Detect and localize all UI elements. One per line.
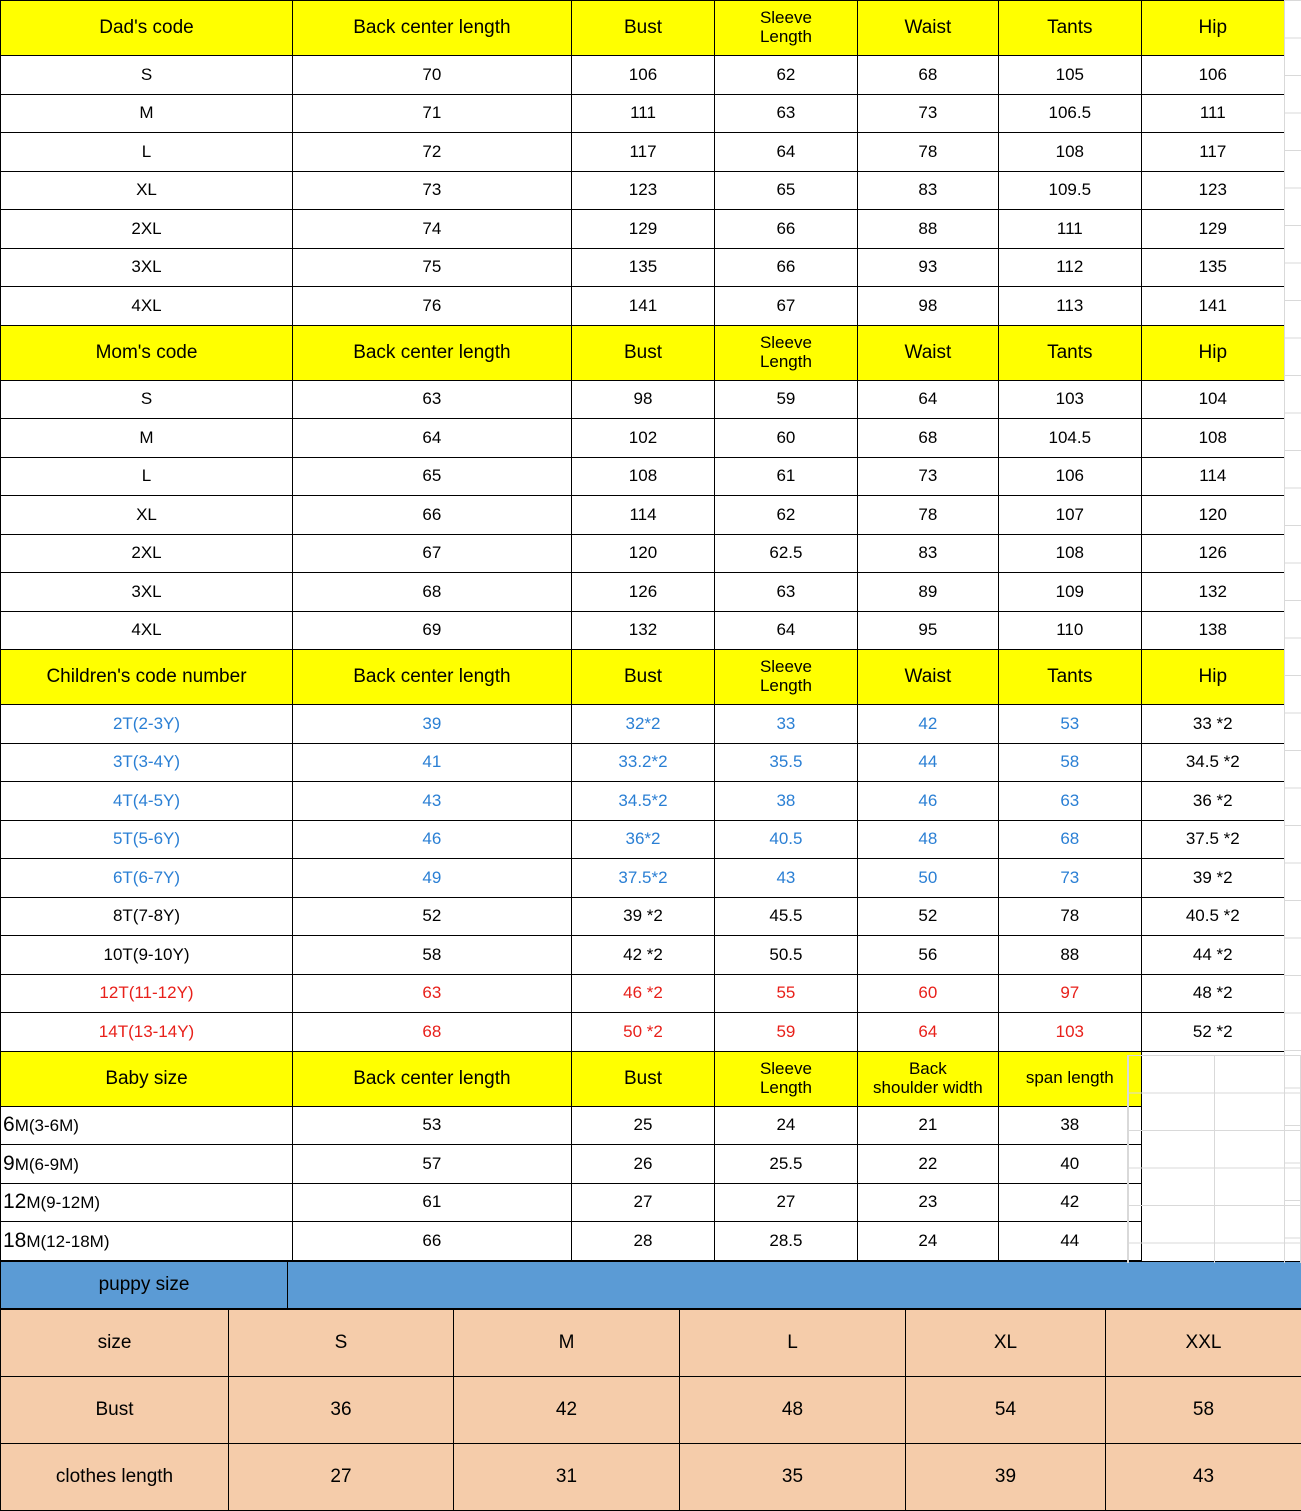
cell-value: 113 xyxy=(999,287,1141,326)
cell-value: 39 xyxy=(293,705,572,744)
cell-value: 138 xyxy=(1141,611,1284,650)
cell-value: 135 xyxy=(571,248,714,287)
cell-value: 53 xyxy=(999,705,1141,744)
cell-size: 3T(3-4Y) xyxy=(1,743,293,782)
cell-value: 106 xyxy=(571,56,714,95)
cell-value: 64 xyxy=(857,1013,998,1052)
cell-value: 52 xyxy=(857,897,998,936)
cell-value: 27 xyxy=(715,1183,857,1222)
cell-value: 111 xyxy=(999,210,1141,249)
cell-size: 4T(4-5Y) xyxy=(1,782,293,821)
cell-value: 108 xyxy=(1141,419,1284,458)
cell-value: 126 xyxy=(571,573,714,612)
cell-size: XL xyxy=(1,171,293,210)
header-row-baby xyxy=(1,1051,1285,1106)
cell-value: 112 xyxy=(999,248,1141,287)
table-row xyxy=(1,1013,1285,1052)
header-cell: Baby size xyxy=(1,1051,293,1106)
cell-value: 97 xyxy=(999,974,1141,1013)
cell-value: 26 xyxy=(571,1145,714,1184)
cell-value: 36 xyxy=(229,1376,454,1443)
table-row xyxy=(1,380,1285,419)
cell-value: 62.5 xyxy=(715,534,857,573)
cell-value: 106 xyxy=(999,457,1141,496)
puppy-title-filler xyxy=(288,1261,1301,1308)
cell-value: 40 xyxy=(999,1145,1141,1184)
cell-size: 4XL xyxy=(1,287,293,326)
table-row xyxy=(1,1376,1301,1443)
table-row xyxy=(1,248,1285,287)
cell-value: 67 xyxy=(715,287,857,326)
header-cell: Bust xyxy=(571,1051,714,1106)
cell-label: Bust xyxy=(1,1376,229,1443)
cell-size: 8T(7-8Y) xyxy=(1,897,293,936)
cell-value: 42 *2 xyxy=(571,936,714,975)
cell-value: 49 xyxy=(293,859,572,898)
table-row xyxy=(1,859,1285,898)
table-row xyxy=(1,94,1285,133)
cell-value: 108 xyxy=(999,534,1141,573)
header-cell: Bust xyxy=(571,650,714,705)
cell-value: 123 xyxy=(1141,171,1284,210)
cell-size: 3XL xyxy=(1,573,293,612)
header-cell: Sleeve Length xyxy=(715,1051,857,1106)
cell-value: 63 xyxy=(293,380,572,419)
table-row xyxy=(1,287,1285,326)
cell-value: 73 xyxy=(857,94,998,133)
cell-value: 42 xyxy=(454,1376,680,1443)
cell-value: 68 xyxy=(999,820,1141,859)
cell-label: clothes length xyxy=(1,1443,229,1510)
cell-value: 58 xyxy=(999,743,1141,782)
header-cell: Mom's code xyxy=(1,325,293,380)
header-cell: size xyxy=(1,1309,229,1376)
cell-value: 21 xyxy=(857,1106,998,1145)
cell-value: 78 xyxy=(857,133,998,172)
cell-value: 50 *2 xyxy=(571,1013,714,1052)
cell-value: 40.5 *2 xyxy=(1141,897,1284,936)
cell-value: 25 xyxy=(571,1106,714,1145)
header-cell: Waist xyxy=(857,1,998,56)
cell-value: 58 xyxy=(293,936,572,975)
cell-value: 83 xyxy=(857,171,998,210)
table-row xyxy=(1,210,1285,249)
cell-value: 102 xyxy=(571,419,714,458)
cell-value: 37.5 *2 xyxy=(1141,820,1284,859)
table-row xyxy=(1,1106,1285,1145)
cell-value: 70 xyxy=(293,56,572,95)
cell-value: 69 xyxy=(293,611,572,650)
header-row-dad xyxy=(1,1,1285,56)
cell-value: 117 xyxy=(1141,133,1284,172)
cell-value: 42 xyxy=(999,1183,1141,1222)
header-cell: Tants xyxy=(999,650,1141,705)
table-row xyxy=(1,897,1285,936)
cell-value: 58 xyxy=(1106,1376,1301,1443)
baby-size-number: 9 xyxy=(3,1152,15,1175)
header-cell: Waist xyxy=(857,325,998,380)
header-cell: L xyxy=(680,1309,906,1376)
cell-size: 10T(9-10Y) xyxy=(1,936,293,975)
table-row xyxy=(1,419,1285,458)
table-row xyxy=(1,56,1285,95)
cell-value: 111 xyxy=(571,94,714,133)
cell-value: 129 xyxy=(1141,210,1284,249)
cell-value: 56 xyxy=(857,936,998,975)
cell-value: 38 xyxy=(999,1106,1141,1145)
cell-value: 114 xyxy=(1141,457,1284,496)
cell-value: 33.2*2 xyxy=(571,743,714,782)
table-row xyxy=(1,133,1285,172)
cell-value: 62 xyxy=(715,56,857,95)
cell-value: 46 xyxy=(293,820,572,859)
cell-value: 52 xyxy=(293,897,572,936)
cell-value: 104.5 xyxy=(999,419,1141,458)
cell-value: 35.5 xyxy=(715,743,857,782)
cell-size: M xyxy=(1,419,293,458)
baby-size-number: 12 xyxy=(3,1190,26,1213)
cell-value: 129 xyxy=(571,210,714,249)
header-cell: Waist xyxy=(857,650,998,705)
cell-value: 37.5*2 xyxy=(571,859,714,898)
cell-size: 2XL xyxy=(1,534,293,573)
cell-value: 24 xyxy=(857,1222,998,1261)
cell-value: 141 xyxy=(571,287,714,326)
header-cell: Back center length xyxy=(293,1051,572,1106)
baby-size-label: M(9-12M) xyxy=(26,1193,100,1212)
cell-value: 65 xyxy=(293,457,572,496)
cell-value: 71 xyxy=(293,94,572,133)
cell-value: 73 xyxy=(293,171,572,210)
cell-value: 75 xyxy=(293,248,572,287)
header-cell: XL xyxy=(906,1309,1106,1376)
cell-value: 61 xyxy=(715,457,857,496)
cell-value: 123 xyxy=(571,171,714,210)
cell-value: 66 xyxy=(293,496,572,535)
cell-value: 63 xyxy=(715,94,857,133)
cell-value: 39 *2 xyxy=(1141,859,1284,898)
table-row xyxy=(1,1222,1285,1261)
cell-value: 34.5*2 xyxy=(571,782,714,821)
header-cell: Hip xyxy=(1141,325,1284,380)
cell-size: 12T(11-12Y) xyxy=(1,974,293,1013)
cell-size xyxy=(1,1106,293,1145)
cell-value: 22 xyxy=(857,1145,998,1184)
cell-value: 63 xyxy=(715,573,857,612)
table-row xyxy=(1,534,1285,573)
cell-value: 44 xyxy=(857,743,998,782)
puppy-header-row xyxy=(1,1309,1301,1376)
table-row xyxy=(1,782,1285,821)
cell-value: 74 xyxy=(293,210,572,249)
header-cell: S xyxy=(229,1309,454,1376)
baby-size-label: M(6-9M) xyxy=(15,1155,79,1174)
table-row xyxy=(1,611,1285,650)
cell-value: 105 xyxy=(999,56,1141,95)
cell-size: 4XL xyxy=(1,611,293,650)
cell-size: 5T(5-6Y) xyxy=(1,820,293,859)
header-cell: Tants xyxy=(999,325,1141,380)
empty-grid-block-right xyxy=(1127,1055,1301,1263)
cell-value: 108 xyxy=(999,133,1141,172)
cell-value: 66 xyxy=(715,210,857,249)
cell-size: 2T(2-3Y) xyxy=(1,705,293,744)
header-cell: Back shoulder width xyxy=(857,1051,998,1106)
cell-value: 59 xyxy=(715,1013,857,1052)
cell-value: 35 xyxy=(680,1443,906,1510)
cell-value: 89 xyxy=(857,573,998,612)
header-cell: Sleeve Length xyxy=(715,1,857,56)
cell-size: XL xyxy=(1,496,293,535)
cell-value: 66 xyxy=(293,1222,572,1261)
cell-value: 73 xyxy=(857,457,998,496)
cell-size: L xyxy=(1,133,293,172)
cell-value: 68 xyxy=(857,56,998,95)
cell-value: 114 xyxy=(571,496,714,535)
table-row xyxy=(1,743,1285,782)
cell-value: 103 xyxy=(999,380,1141,419)
cell-value: 36 *2 xyxy=(1141,782,1284,821)
table-row xyxy=(1,936,1285,975)
cell-size: 6T(6-7Y) xyxy=(1,859,293,898)
cell-value: 95 xyxy=(857,611,998,650)
table-row xyxy=(1,820,1285,859)
cell-value: 48 *2 xyxy=(1141,974,1284,1013)
cell-value: 23 xyxy=(857,1183,998,1222)
cell-size xyxy=(1,1183,293,1222)
puppy-size-table xyxy=(0,1309,1301,1511)
cell-value: 43 xyxy=(293,782,572,821)
header-cell: Children's code number xyxy=(1,650,293,705)
cell-value: 44 xyxy=(999,1222,1141,1261)
cell-value: 68 xyxy=(857,419,998,458)
header-cell: span length xyxy=(999,1051,1141,1106)
header-cell: Tants xyxy=(999,1,1141,56)
cell-value: 110 xyxy=(999,611,1141,650)
cell-size: L xyxy=(1,457,293,496)
cell-value: 88 xyxy=(857,210,998,249)
cell-value: 103 xyxy=(999,1013,1141,1052)
cell-value: 50.5 xyxy=(715,936,857,975)
cell-value: 43 xyxy=(1106,1443,1301,1510)
puppy-size-title-bar xyxy=(0,1261,1301,1309)
cell-value: 107 xyxy=(999,496,1141,535)
puppy-size-title: puppy size xyxy=(1,1261,288,1308)
cell-size xyxy=(1,1222,293,1261)
cell-value: 106.5 xyxy=(999,94,1141,133)
cell-value: 62 xyxy=(715,496,857,535)
header-cell: Back center length xyxy=(293,1,572,56)
cell-value: 98 xyxy=(857,287,998,326)
header-cell: Sleeve Length xyxy=(715,650,857,705)
header-cell: Hip xyxy=(1141,650,1284,705)
cell-value: 68 xyxy=(293,573,572,612)
cell-value: 54 xyxy=(906,1376,1106,1443)
cell-value: 120 xyxy=(1141,496,1284,535)
cell-value: 109 xyxy=(999,573,1141,612)
header-cell: M xyxy=(454,1309,680,1376)
cell-value: 72 xyxy=(293,133,572,172)
table-row xyxy=(1,171,1285,210)
cell-value: 28 xyxy=(571,1222,714,1261)
cell-size: 3XL xyxy=(1,248,293,287)
cell-value: 52 *2 xyxy=(1141,1013,1284,1052)
cell-value: 64 xyxy=(857,380,998,419)
cell-value: 33 xyxy=(715,705,857,744)
cell-value: 27 xyxy=(571,1183,714,1222)
cell-size: 14T(13-14Y) xyxy=(1,1013,293,1052)
header-cell: Dad's code xyxy=(1,1,293,56)
cell-value: 61 xyxy=(293,1183,572,1222)
baby-size-number: 18 xyxy=(3,1229,26,1252)
cell-value: 104 xyxy=(1141,380,1284,419)
cell-value: 31 xyxy=(454,1443,680,1510)
cell-value: 27 xyxy=(229,1443,454,1510)
cell-value: 43 xyxy=(715,859,857,898)
table-row xyxy=(1,496,1285,535)
cell-value: 106 xyxy=(1141,56,1284,95)
cell-value: 63 xyxy=(293,974,572,1013)
cell-value: 78 xyxy=(999,897,1141,936)
cell-value: 78 xyxy=(857,496,998,535)
cell-size: M xyxy=(1,94,293,133)
cell-value: 45.5 xyxy=(715,897,857,936)
cell-value: 55 xyxy=(715,974,857,1013)
header-cell: XXL xyxy=(1106,1309,1301,1376)
cell-value: 117 xyxy=(571,133,714,172)
cell-size: S xyxy=(1,380,293,419)
cell-value: 46 xyxy=(857,782,998,821)
cell-value: 141 xyxy=(1141,287,1284,326)
cell-value: 50 xyxy=(857,859,998,898)
cell-value: 46 *2 xyxy=(571,974,714,1013)
cell-value: 64 xyxy=(715,133,857,172)
table-row xyxy=(1,457,1285,496)
header-cell: Back center length xyxy=(293,650,572,705)
cell-value: 39 xyxy=(906,1443,1106,1510)
cell-value: 64 xyxy=(293,419,572,458)
cell-value: 65 xyxy=(715,171,857,210)
cell-value: 98 xyxy=(571,380,714,419)
cell-value: 42 xyxy=(857,705,998,744)
cell-value: 39 *2 xyxy=(571,897,714,936)
header-row-mom xyxy=(1,325,1285,380)
cell-value: 28.5 xyxy=(715,1222,857,1261)
cell-value: 60 xyxy=(715,419,857,458)
cell-value: 38 xyxy=(715,782,857,821)
table-row xyxy=(1,705,1285,744)
header-cell: Back center length xyxy=(293,325,572,380)
cell-value: 126 xyxy=(1141,534,1284,573)
cell-size: S xyxy=(1,56,293,95)
baby-size-label: M(12-18M) xyxy=(26,1232,109,1251)
cell-value: 33 *2 xyxy=(1141,705,1284,744)
table-row xyxy=(1,1145,1285,1184)
cell-value: 41 xyxy=(293,743,572,782)
cell-value: 93 xyxy=(857,248,998,287)
cell-value: 63 xyxy=(999,782,1141,821)
cell-value: 48 xyxy=(680,1376,906,1443)
cell-value: 73 xyxy=(999,859,1141,898)
cell-value: 40.5 xyxy=(715,820,857,859)
cell-value: 68 xyxy=(293,1013,572,1052)
table-row xyxy=(1,573,1285,612)
header-cell: Hip xyxy=(1141,1,1284,56)
cell-value: 48 xyxy=(857,820,998,859)
cell-value: 88 xyxy=(999,936,1141,975)
cell-value: 135 xyxy=(1141,248,1284,287)
cell-value: 36*2 xyxy=(571,820,714,859)
cell-value: 132 xyxy=(1141,573,1284,612)
cell-value: 111 xyxy=(1141,94,1284,133)
cell-size xyxy=(1,1145,293,1184)
cell-value: 24 xyxy=(715,1106,857,1145)
cell-value: 67 xyxy=(293,534,572,573)
cell-value: 44 *2 xyxy=(1141,936,1284,975)
cell-value: 76 xyxy=(293,287,572,326)
cell-value: 64 xyxy=(715,611,857,650)
cell-value: 53 xyxy=(293,1106,572,1145)
cell-value: 66 xyxy=(715,248,857,287)
cell-size: 2XL xyxy=(1,210,293,249)
cell-value: 120 xyxy=(571,534,714,573)
cell-value: 34.5 *2 xyxy=(1141,743,1284,782)
baby-size-number: 6 xyxy=(3,1113,15,1136)
table-row xyxy=(1,1183,1285,1222)
cell-value: 59 xyxy=(715,380,857,419)
cell-value: 25.5 xyxy=(715,1145,857,1184)
cell-value: 57 xyxy=(293,1145,572,1184)
cell-value: 32*2 xyxy=(571,705,714,744)
cell-value: 83 xyxy=(857,534,998,573)
cell-value: 60 xyxy=(857,974,998,1013)
cell-value: 132 xyxy=(571,611,714,650)
header-cell: Sleeve Length xyxy=(715,325,857,380)
header-cell: Bust xyxy=(571,1,714,56)
baby-size-label: M(3-6M) xyxy=(15,1116,79,1135)
header-cell: Bust xyxy=(571,325,714,380)
cell-value: 108 xyxy=(571,457,714,496)
header-row-children xyxy=(1,650,1285,705)
table-row xyxy=(1,974,1285,1013)
cell-value: 109.5 xyxy=(999,171,1141,210)
